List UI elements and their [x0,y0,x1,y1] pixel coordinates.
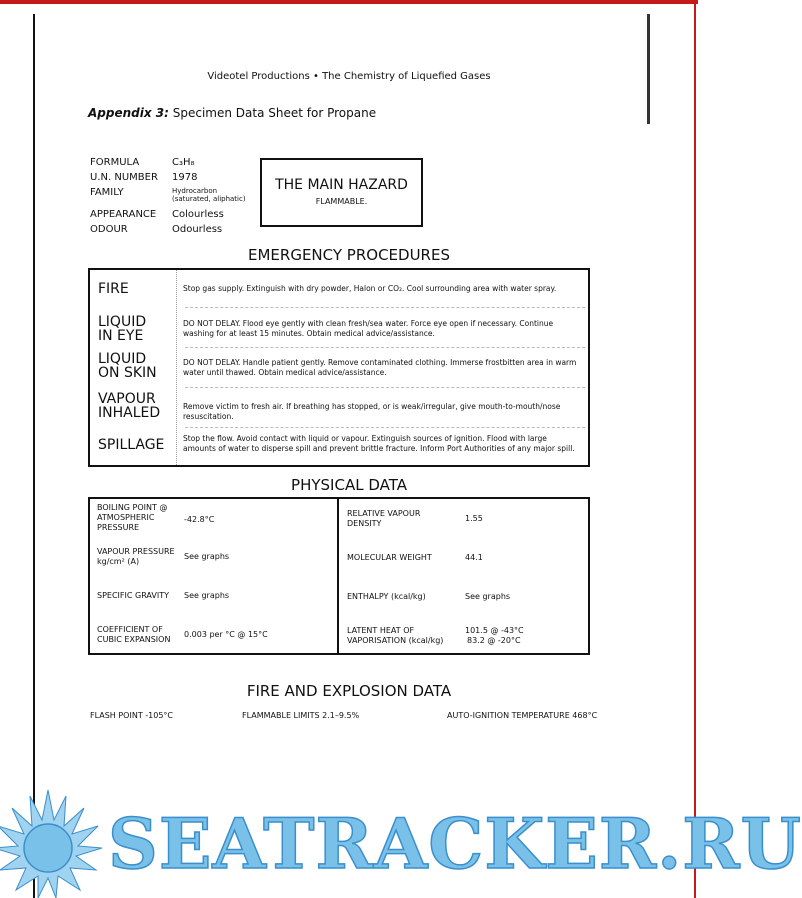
auto-ignition-temperature: AUTO-IGNITION TEMPERATURE 468°C [447,711,598,720]
main-hazard-box [260,158,423,227]
page-left-edge [33,14,35,898]
vapour-pressure-label: VAPOUR PRESSURE kg/cm² (A) [97,547,175,566]
physical-data-divider [337,497,339,655]
cubic-expansion-value: 0.003 per °C @ 15°C [184,630,268,639]
odour-label: ODOUR [90,224,128,235]
flammable-limits: FLAMMABLE LIMITS 2.1–9.5% [242,711,360,720]
main-hazard-value: FLAMMABLE. [315,197,368,206]
spillage-text: Stop the flow. Avoid contact with liquid or vapour. Extinguish sources of ignition. Flood with large amounts of water to disperse spill and prevent brittle fracture. Inform Port Authorities of any major spill. [183,434,575,453]
appearance-value: Colourless [172,209,224,220]
molecular-weight-value: 44.1 [465,553,483,562]
emergency-row-fire [90,270,588,308]
emergency-row-liquid-in-eye [90,308,588,348]
specific-gravity-label: SPECIFIC GRAVITY [97,591,169,600]
un-number-value: 1978 [172,172,198,183]
appendix-heading [88,106,376,120]
liquid-on-skin-label: LIQUID ON SKIN [98,351,157,381]
un-number-label: U.N. NUMBER [90,172,158,183]
emergency-row-liquid-on-skin [90,348,588,388]
liquid-in-eye-text: DO NOT DELAY. Flood eye gently with clean fresh/sea water. Force eye open if necessary. Continue washing for at least 15 minutes. Obtain medical advice/assistance. [183,319,554,338]
enthalpy-value: See graphs [465,592,511,601]
window-frame-top [0,0,698,4]
main-hazard-title: THE MAIN HAZARD [275,177,408,193]
window-frame-right [694,0,696,898]
enthalpy-label: ENTHALPY (kcal/kg) [347,592,426,601]
sun-icon [0,790,102,898]
vapour-pressure-value: See graphs [184,552,230,561]
relative-vapour-density-value: 1.55 [465,514,483,523]
appendix-label: Appendix 3: [88,106,169,120]
appendix-title: Specimen Data Sheet for Propane [172,106,377,120]
physical-data-title: PHYSICAL DATA [291,476,407,494]
formula-label: FORMULA [90,157,140,168]
family-value: Hydrocarbon (saturated, aliphatic) [172,187,246,203]
spillage-label: SPILLAGE [98,437,165,453]
latent-heat-value-1: 101.5 @ -43°C [465,626,524,635]
running-title: Videotel Productions • The Chemistry of Liquefied Gases [207,71,491,82]
fire-label: FIRE [98,281,129,297]
vapour-inhaled-text: Remove victim to fresh air. If breathing has stopped, or is weak/irregular, give mouth-to-mouth/nose resuscitation. [183,402,561,421]
vapour-inhaled-label: VAPOUR INHALED [98,391,161,421]
fire-text: Stop gas supply. Extinguish with dry powder, Halon or CO₂. Cool surrounding area with water spray. [183,284,557,293]
flash-point: FLASH POINT -105°C [90,711,173,720]
liquid-in-eye-label: LIQUID IN EYE [98,314,147,344]
cubic-expansion-label: COEFFICIENT OF CUBIC EXPANSION [97,625,171,644]
fire-explosion-title: FIRE AND EXPLOSION DATA [246,682,452,700]
watermark-text: SEATRACKER.RU [108,804,802,885]
formula-value: C₃H₈ [172,157,195,168]
emergency-procedures-title: EMERGENCY PROCEDURES [248,246,450,264]
appearance-label: APPEARANCE [90,209,157,220]
family-label: FAMILY [90,187,124,198]
emergency-row-spillage [90,428,588,465]
odour-value: Odourless [172,224,223,235]
specific-gravity-value: See graphs [184,591,230,600]
emergency-row-vapour-inhaled [90,388,588,428]
page-right-shadow [647,14,650,124]
molecular-weight-label: MOLECULAR WEIGHT [347,553,432,562]
latent-heat-value-2: 83.2 @ -20°C [467,636,521,645]
latent-heat-label: LATENT HEAT OF VAPORISATION (kcal/kg) [347,626,444,645]
boiling-point-label: BOILING POINT @ ATMOSPHERIC PRESSURE [97,503,168,532]
liquid-on-skin-text: DO NOT DELAY. Handle patient gently. Remove contaminated clothing. Immerse frostbitten area in warm water until thawed. Obtain medical advice/assistance. [183,358,577,377]
boiling-point-value: -42.8°C [184,515,215,524]
relative-vapour-density-label: RELATIVE VAPOUR DENSITY [347,509,421,528]
